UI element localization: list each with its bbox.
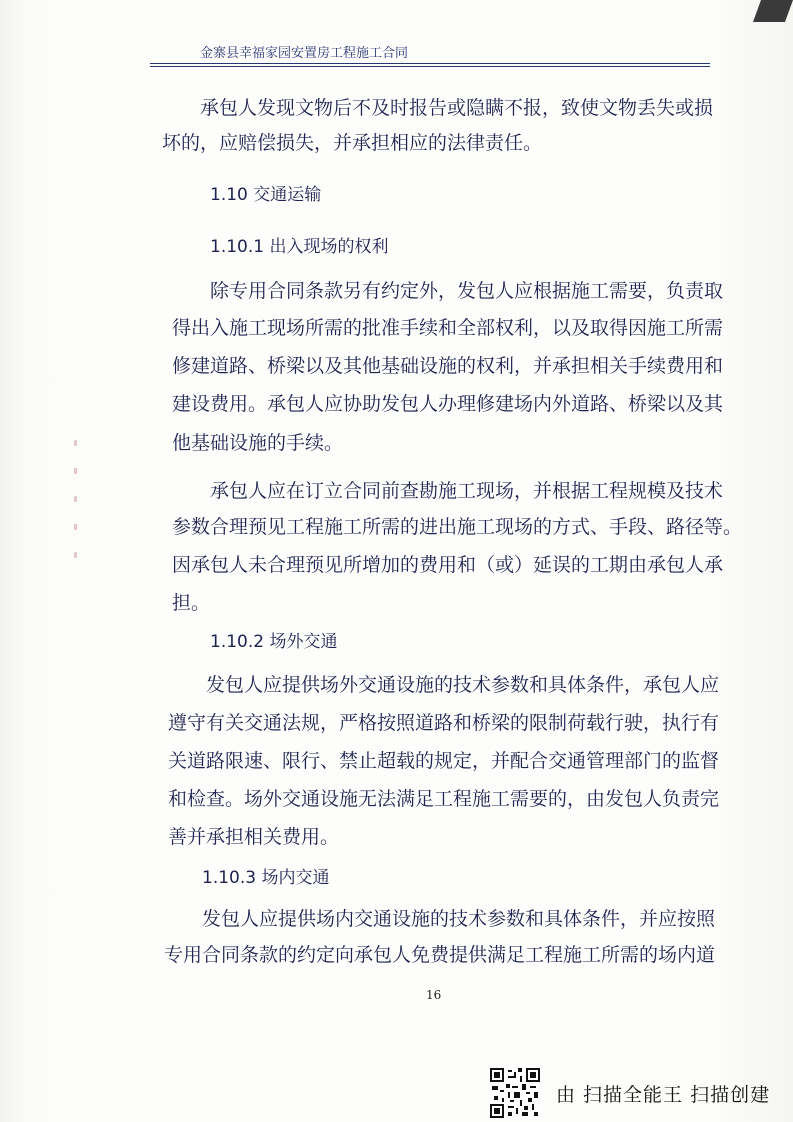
qr-code-icon	[490, 1068, 540, 1118]
body-line: 因承包人未合理预见所增加的费用和（或）延误的工期由承包人承	[172, 554, 724, 576]
body-line: 得出入施工现场所需的批准手续和全部权利，以及取得因施工所需	[172, 317, 724, 339]
scanner-watermark	[490, 1068, 790, 1120]
body-line: 担。	[172, 592, 211, 614]
section-heading: 1.10 交通运输	[210, 185, 322, 205]
body-line: 关道路限速、限行、禁止超载的规定，并配合交通管理部门的监督	[168, 750, 720, 772]
body-line: 参数合理预见工程施工所需的进出施工现场的方式、手段、路径等。	[172, 516, 743, 538]
scanner-text: 由 扫描全能王 扫描创建	[556, 1084, 771, 1106]
corner-mark	[753, 0, 793, 22]
body-line: 建设费用。承包人应协助发包人办理修建场内外道路、桥梁以及其	[172, 393, 724, 415]
body-line: 承包人应在订立合同前查勘施工现场，并根据工程规模及技术	[210, 480, 724, 502]
body-line: 承包人发现文物后不及时报告或隐瞒不报，致使文物丢失或损	[200, 97, 714, 119]
subsection-heading: 1.10.1 出入现场的权利	[210, 237, 389, 257]
body-line: 发包人应提供场内交通设施的技术参数和具体条件，并应按照	[202, 908, 716, 930]
body-line: 发包人应提供场外交通设施的技术参数和具体条件，承包人应	[206, 674, 720, 696]
header-rule	[150, 63, 710, 64]
binding-marks	[72, 440, 82, 570]
body-line: 他基础设施的手续。	[172, 432, 344, 454]
body-line: 和检查。场外交通设施无法满足工程施工需要的，由发包人负责完	[168, 788, 720, 810]
subsection-heading: 1.10.2 场外交通	[210, 632, 338, 652]
header-title: 金寨县幸福家园安置房工程施工合同	[200, 46, 409, 61]
body-line: 坏的，应赔偿损失，并承担相应的法律责任。	[162, 132, 543, 154]
body-line: 除专用合同条款另有约定外，发包人应根据施工需要，负责取	[210, 280, 724, 302]
body-line: 遵守有关交通法规，严格按照道路和桥梁的限制荷载行驶，执行有	[168, 712, 720, 734]
body-line: 专用合同条款的约定向承包人免费提供满足工程施工所需的场内道	[164, 944, 716, 966]
header-rule-secondary	[150, 66, 710, 67]
subsection-heading: 1.10.3 场内交通	[202, 868, 330, 888]
page-number: 16	[426, 988, 442, 1002]
body-line: 善并承担相关费用。	[168, 826, 340, 848]
body-line: 修建道路、桥梁以及其他基础设施的权利，并承担相关手续费用和	[172, 355, 724, 377]
